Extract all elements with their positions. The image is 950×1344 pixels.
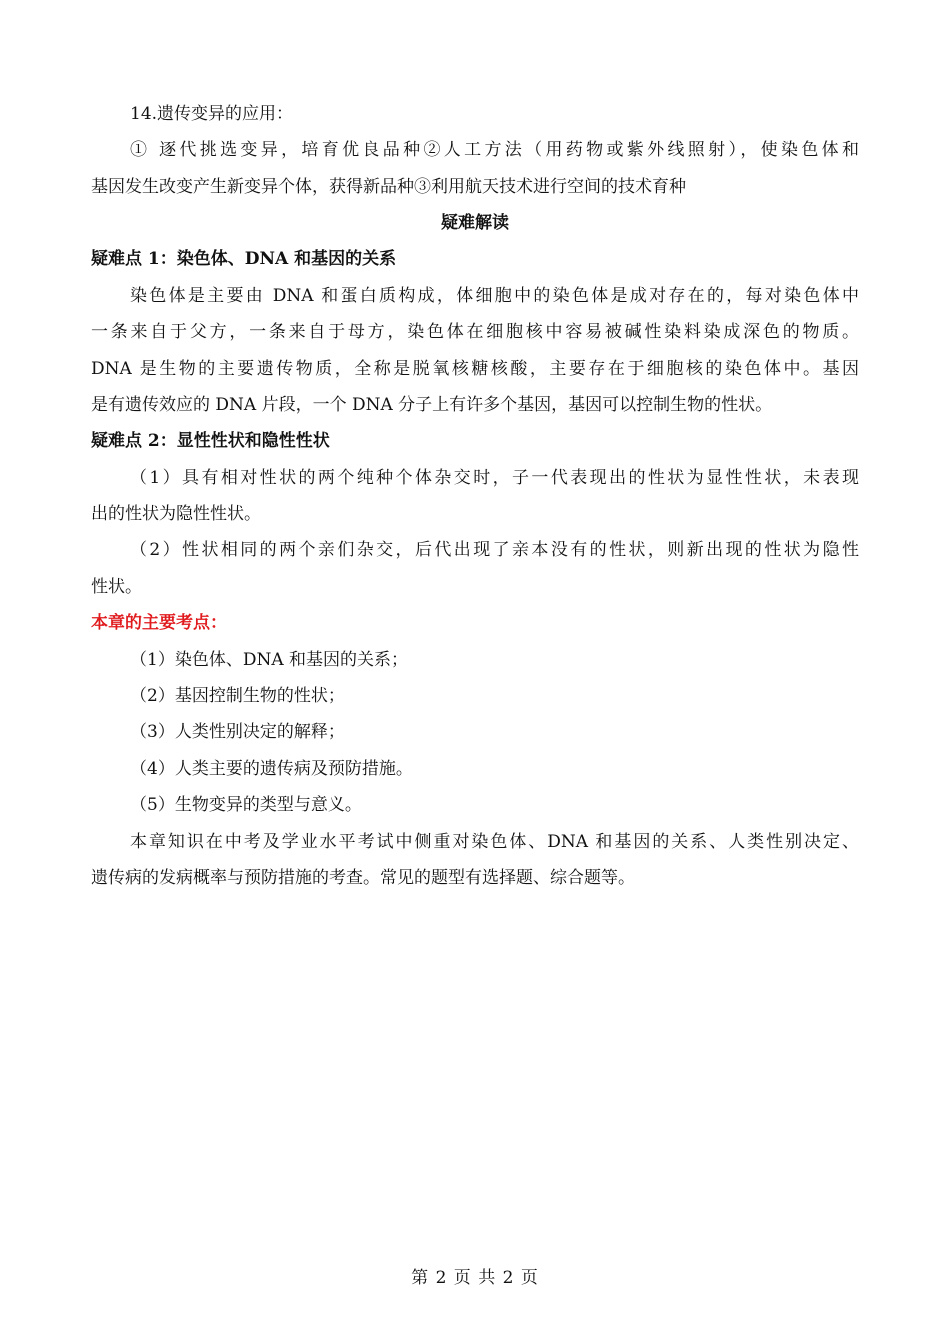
point2-item2-line2: 性状。 bbox=[91, 577, 142, 597]
exam-item-1: （1）染色体、DNA 和基因的关系； bbox=[130, 650, 409, 670]
exam-item-3: （3）人类性别决定的解释； bbox=[130, 722, 345, 742]
point2-item2-line1: （2）性状相同的两个亲们杂交，后代出现了亲本没有的性状，则新出现的性状为隐性 bbox=[130, 540, 859, 560]
section14-title: 14.遗传变异的应用： bbox=[130, 104, 294, 124]
exam-title: 本章的主要考点： bbox=[91, 613, 227, 633]
page-footer: 第 2 页 共 2 页 bbox=[411, 1268, 539, 1288]
point1-title: 疑难点 1：染色体、DNA 和基因的关系 bbox=[91, 249, 397, 269]
point1-line1: 染色体是主要由 DNA 和蛋白质构成，体细胞中的染色体是成对存在的，每对染色体中 bbox=[130, 286, 859, 306]
point1-line2: 一条来自于父方，一条来自于母方，染色体在细胞核中容易被碱性染料染成深色的物质。 bbox=[91, 322, 859, 342]
section14-line1: ① 逐代挑选变异，培育优良品种②人工方法（用药物或紫外线照射），使染色体和 bbox=[130, 140, 859, 160]
point2-item1-line2: 出的性状为隐性性状。 bbox=[91, 504, 261, 524]
exam-item-2: （2）基因控制生物的性状； bbox=[130, 686, 345, 706]
point1-line4: 是有遗传效应的 DNA 片段，一个 DNA 分子上有许多个基因，基因可以控制生物的性状。 bbox=[91, 395, 773, 415]
exam-summary-line1: 本章知识在中考及学业水平考试中侧重对染色体、DNA 和基因的关系、人类性别决定、 bbox=[130, 832, 859, 852]
section14-line2: 基因发生改变产生新变异个体，获得新品种③利用航天技术进行空间的技术育种 bbox=[91, 177, 686, 197]
point1-line3: DNA 是生物的主要遗传物质，全称是脱氧核糖核酸，主要存在于细胞核的染色体中。基因 bbox=[91, 359, 859, 379]
exam-item-4: （4）人类主要的遗传病及预防措施。 bbox=[130, 759, 413, 779]
section-heading: 疑难解读 bbox=[441, 213, 509, 233]
point2-title: 疑难点 2：显性性状和隐性性状 bbox=[91, 431, 330, 451]
exam-item-5: （5）生物变异的类型与意义。 bbox=[130, 795, 362, 815]
point2-item1-line1: （1）具有相对性状的两个纯种个体杂交时，子一代表现出的性状为显性性状，未表现 bbox=[130, 468, 859, 488]
exam-summary-line2: 遗传病的发病概率与预防措施的考查。常见的题型有选择题、综合题等。 bbox=[91, 868, 635, 888]
